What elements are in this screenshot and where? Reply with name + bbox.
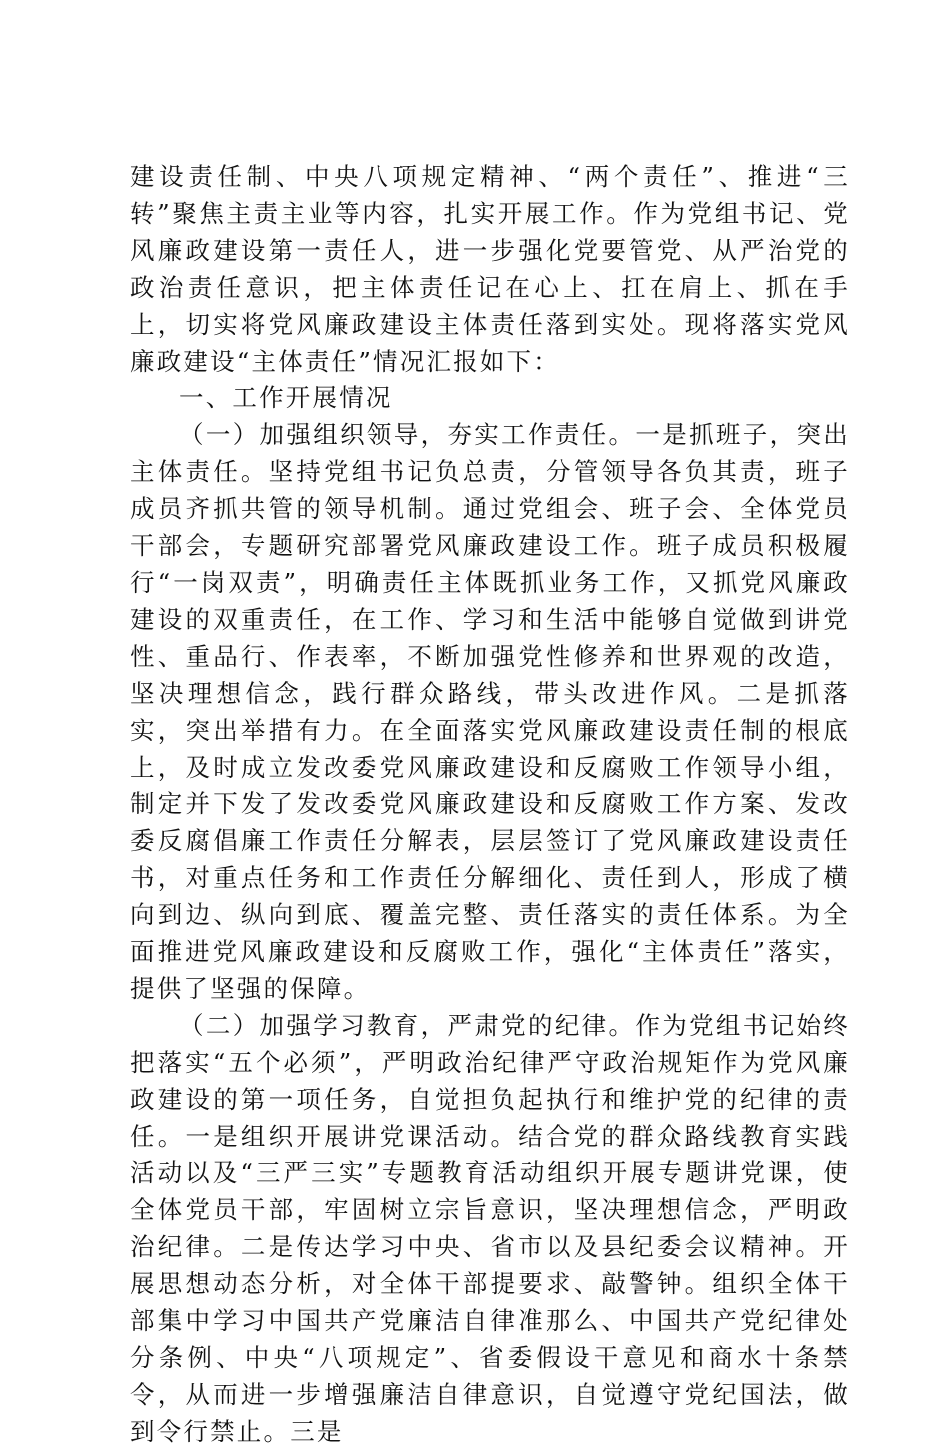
section-heading: 一、工作开展情况 <box>179 383 393 413</box>
document-body <box>130 159 850 1451</box>
paragraph-subsection-1: （一）加强组织领导，夯实工作责任。一是抓班子，突出主体责任。坚持党组书记负总责，分管领导各负其责，班子成员齐抓共管的领导机制。通过党组会、班子会、全体党员干部会，专题研究部署党风廉政建设工作。班子成员积极履行“一岗双责”，明确责任主体既抓业务工作，又抓党风廉政建设的双重责任，在工作、学习和生活中能够自觉做到讲党性、重品行、作表率，不断加强党性修养和世界观的改造，坚决理想信念，践行群众路线，带头改进作风。二是抓落实，突出举措有力。在全面落实党风廉政建设责任制的根底上，及时成立发改委党风廉政建设和反腐败工作领导小组，制定并下发了发改委党风廉政建设和反腐败工作方案、发改委反腐倡廉工作责任分解表，层层签订了党风廉政建设责任书，对重点任务和工作责任分解细化、责任到人，形成了横向到边、纵向到底、覆盖完整、责任落实的责任体系。为全面推进党风廉政建设和反腐败工作，强化“主体责任”落实，提供了坚强的保障。 <box>130 420 850 1003</box>
paragraph-subsection-2: （二）加强学习教育，严肃党的纪律。作为党组书记始终把落实“五个必须”，严明政治纪律严守政治规矩作为党风廉政建设的第一项任务，自觉担负起执行和维护党的纪律的责任。一是组织开展讲党课活动。结合党的群众路线教育实践活动以及“三严三实”专题教育活动组织开展专题讲党课，使全体党员干部，牢固树立宗旨意识，坚决理想信念，严明政治纪律。二是传达学习中央、省市以及县纪委会议精神。开展思想动态分析，对全体干部提要求、敲警钟。组织全体干部集中学习中国共产党廉洁自律准那么、中国共产党纪律处分条例、中央“八项规定”、省委假设干意见和商水十条禁令，从而进一步增强廉洁自律意识，自觉遵守党纪国法，做到令行禁止。三是 <box>130 1010 850 1446</box>
paragraph-intro: 建设责任制、中央八项规定精神、“两个责任”、推进“三转”聚焦主责主业等内容，扎实开展工作。作为党组书记、党风廉政建设第一责任人，进一步强化党要管党、从严治党的政治责任意识，把主体责任记在心上、扛在肩上、抓在手上，切实将党风廉政建设主体责任落到实处。现将落实党风廉政建设“主体责任”情况汇报如下： <box>130 162 850 376</box>
